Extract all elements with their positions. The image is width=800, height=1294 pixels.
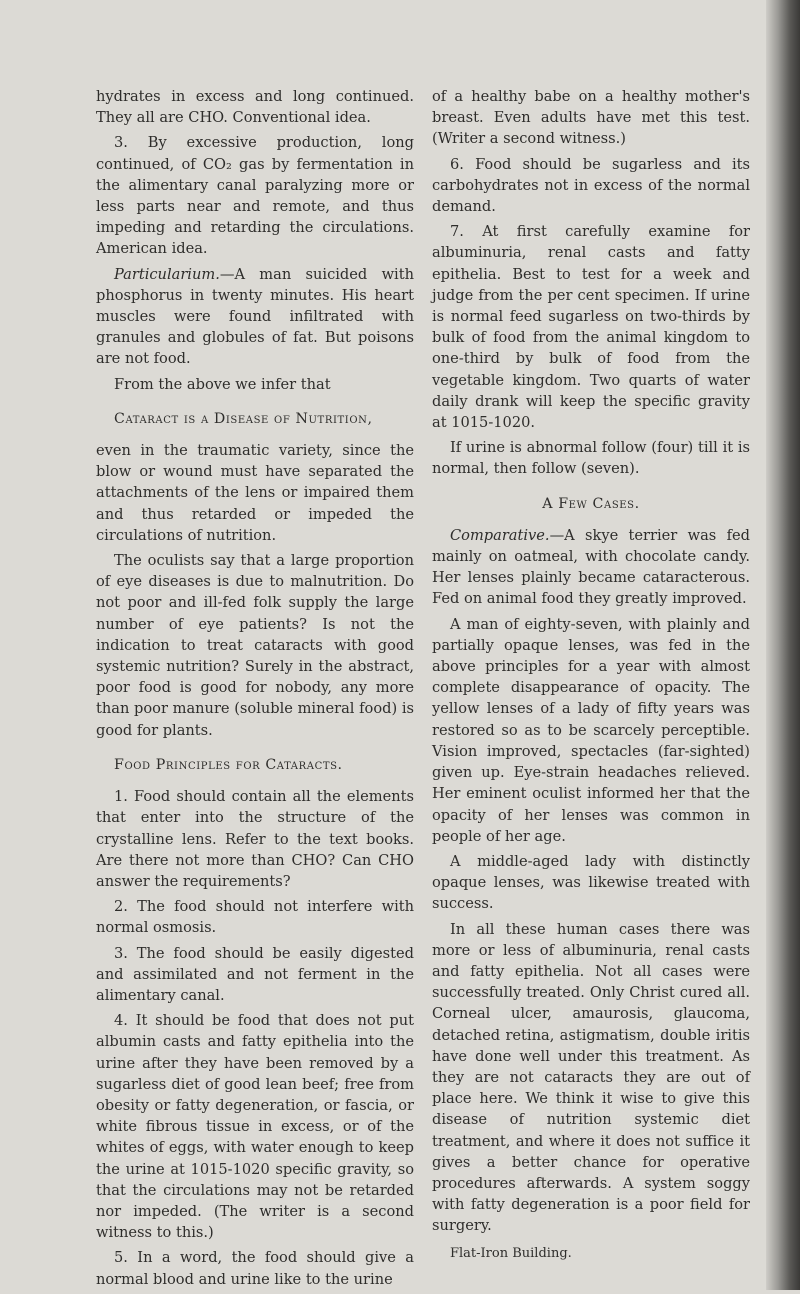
paragraph: From the above we infer that bbox=[114, 375, 331, 393]
list-item: 6. Food should be sugarless and its carbohydrates not in excess of the normal demand. bbox=[432, 155, 750, 216]
list-item: 7. At first carefully examine for albuminuria, renal casts and fatty epithelia. Best to test for a week and judge from the per cent specimen. If urine is normal feed sugarless on two-thirds by bulk of food from the animal kingdom to one-third by bulk of food from the vegetable kingdom. Two quarts of water daily drank will keep the specific gravity at 1015-1020. bbox=[432, 223, 750, 432]
italic-label: Comparative. bbox=[450, 526, 550, 544]
list-item: 4. It should be food that does not put albumin casts and fatty epithelia into the urine after they have been removed by a sugarless diet of good lean beef; free from obesity or fatty degeneration, or fascia, or white fibrous tissue in excess, or of the whites of eggs, with water enough to keep the urine at 1015-1020 specific gravity, so that the circulations may not be retarded nor impeded. (The writer is a second witness to this.) bbox=[96, 1012, 414, 1242]
paragraph: The oculists say that a large proportion of eye diseases is due to malnutrition. Do not poor and ill-fed folk supply the large number of eye patients? Is not the indication to treat cataracts with good systemic nutrition? Surely in the abstract, poor food is good for nobody, any more than poor manure (soluble mineral food) is good for plants. bbox=[96, 552, 414, 739]
list-item: 5. In a word, the food should give a normal blood and urine like to the urine bbox=[96, 1249, 414, 1288]
paragraph-text: —A man suicided with phosphorus in twenty minutes. His heart muscles were found infiltrated with granules and globules of fat. But poisons are not food. bbox=[96, 265, 414, 368]
paragraph: In all these human cases there was more or less of albuminuria, renal casts and fatty epithelia. Not all cases were successfully treated. Only Christ cured all. Corneal ulcer, amaurosis, glaucoma, detached retina, astigmatism, double iritis have done well under this treatment. As they are not cataracts they are out of place here. We think it wise to give this disease of nutrition systemic diet treatment, and where it does not suffice it gives a better chance for operative procedures afterwards. A system soggy with fatty degeneration is a poor field for surgery. bbox=[432, 920, 750, 1235]
paragraph: of a healthy babe on a healthy mother's breast. Even adults have met this test. (Writer a second witness.) bbox=[432, 88, 750, 148]
paragraph-text: —A skye terrier was fed mainly on oatmeal, with chocolate candy. Her lenses plainly became cataracterous. Fed on animal food they greatly improved. bbox=[432, 526, 750, 608]
paragraph: A middle-aged lady with distinctly opaque lenses, was likewise treated with success. bbox=[432, 852, 750, 913]
paragraph: 3. By excessive production, long continued, of CO₂ gas by fermentation in the alimentary canal paralyzing more or less parts near and remote, and thus impeding and retarding the circulations. American idea. bbox=[96, 134, 414, 258]
paragraph: hydrates in excess and long continued. They all are CHO. Conventional idea. bbox=[96, 88, 414, 127]
right-column bbox=[432, 86, 750, 1264]
paragraph: even in the traumatic variety, since the blow or wound must have separated the attachments of the lens or impaired them and thus retarded or impeded the circulations of nutrition. bbox=[96, 442, 414, 544]
page-edge-shadow bbox=[766, 0, 800, 1290]
italic-label: Particularium. bbox=[114, 265, 220, 283]
left-column bbox=[96, 86, 414, 1294]
section-heading: Cataract is a Disease of Nutrition, bbox=[114, 410, 373, 427]
section-heading: Food Principles for Cataracts. bbox=[114, 756, 343, 773]
signature-line: Flat-Iron Building. bbox=[450, 1245, 572, 1261]
paragraph: A man of eighty-seven, with plainly and partially opaque lenses, was fed in the above principles for a year with almost complete disappearance of opacity. The yellow lenses of a lady of fifty years was restored so as to be scarcely perceptible. Vision improved, spectacles (far-sighted) given up. Eye-strain headaches relieved. Her eminent oculist informed her that the opacity of her lenses was common in people of her age. bbox=[432, 615, 750, 845]
list-item: 1. Food should contain all the elements that enter into the structure of the crystalline lens. Refer to the text books. Are there not more than CHO? Can CHO answer the requirements? bbox=[96, 788, 414, 890]
paragraph bbox=[96, 264, 414, 370]
paragraph: If urine is abnormal follow (four) till it is normal, then follow (seven). bbox=[432, 439, 750, 478]
list-item: 3. The food should be easily digested and assimilated and not ferment in the alimentary canal. bbox=[96, 944, 414, 1004]
list-item: 2. The food should not interfere with normal osmosis. bbox=[96, 898, 414, 937]
section-heading: A Few Cases. bbox=[542, 495, 640, 512]
paragraph bbox=[432, 525, 750, 610]
